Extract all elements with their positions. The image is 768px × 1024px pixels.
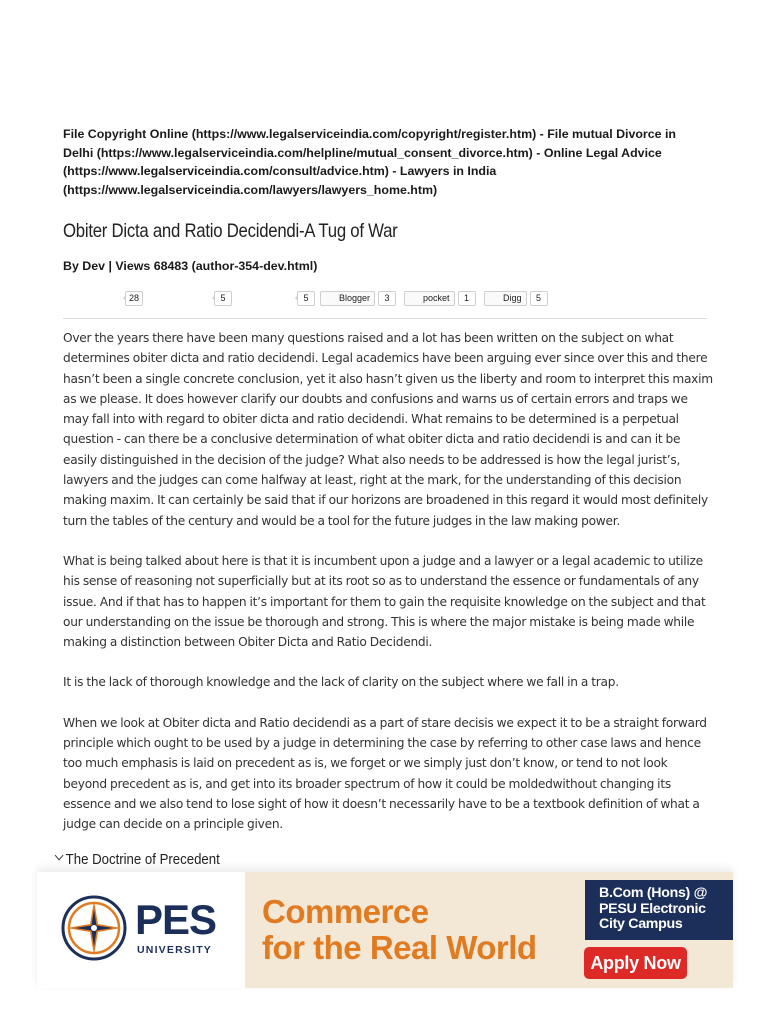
digg-label: Digg — [503, 293, 522, 303]
ad-logo-subtext: UNIVERSITY — [137, 944, 213, 956]
article-body — [63, 328, 713, 855]
link-copyright-online[interactable]: File Copyright Online (https://www.legalserviceindia.com/copyright/register.htm) — [63, 127, 537, 141]
share-pocket[interactable] — [404, 290, 476, 306]
ad-program-line: City Campus — [599, 916, 683, 932]
article-paragraph: Over the years there have been many questions raised and a lot has been written on the subject on what determines obiter dicta and ratio decidendi. Legal academics have been arguing ever since over this and there hasn’t been a single concrete conclusion, yet it also hasn’t given us the liberty and room to interpret this maxim as we please. It does however clarify our doubts and confusions and warns us of certain errors and traps we may fall into with regard to obiter dicta and ratio decidendi. What remains to be determined is a perpetual question - can there be a conclusive determination of what obiter dicta and ratio decidendi is and can it be easily distinguished in the decision of the judge? What also needs to be addressed is how the legal jurist’s, lawyers and the judges can come halfway at least, right at the mark, for the understanding of this decision making maxim. It can certainly be said that if our horizons are broadened in this regard it would most definitely turn the tables of the century and would be a tool for the future judges in the law making power. — [63, 331, 713, 528]
blogger-label: Blogger — [339, 293, 371, 303]
pocket-count: 1 — [458, 291, 476, 306]
article-paragraph: It is the lack of thorough knowledge and the lack of clarity on the subject where we fall in a trap. — [63, 675, 619, 690]
ad-program-line: B.Com (Hons) @ — [599, 885, 708, 901]
share-count: 5 — [297, 291, 315, 306]
ad-headline — [262, 894, 537, 966]
share-widget-3[interactable] — [295, 290, 315, 306]
section-heading-text: The Doctrine of Precedent — [65, 851, 220, 868]
section-heading — [56, 851, 220, 868]
article-title: Obiter Dicta and Ratio Decidendi-A Tug of War — [63, 220, 398, 242]
share-widget-2[interactable] — [212, 290, 232, 306]
share-divider — [63, 318, 707, 319]
link-online-legal-advice[interactable]: Online Legal Advice (https://www.legalserviceindia.com/consult/advice.htm) — [63, 145, 662, 178]
link-separator: - — [532, 145, 544, 160]
share-widget-1[interactable] — [123, 290, 143, 306]
blogger-count: 3 — [378, 291, 396, 306]
ad-headline-line: Commerce — [262, 893, 429, 930]
ad-banner[interactable] — [37, 872, 733, 988]
pocket-label: pocket — [423, 293, 450, 303]
blogger-button[interactable] — [320, 291, 375, 306]
share-blogger[interactable] — [320, 290, 396, 306]
link-separator: - — [388, 164, 400, 178]
article-byline[interactable]: By Dev | Views 68483 (author-354-dev.html) — [63, 259, 318, 273]
chevron-down-icon — [55, 851, 64, 861]
ad-headline-line: for the Real World — [262, 929, 537, 966]
share-count: 28 — [125, 291, 143, 306]
digg-button[interactable] — [484, 291, 527, 306]
link-lawyers-in-india[interactable]: Lawyers in India (https://www.legalserviceindia.com/lawyers/lawyers_home.htm) — [63, 164, 497, 197]
link-mutual-divorce[interactable]: File mutual Divorce in Delhi (https://www.legalserviceindia.com/helpline/mutual_consent_divorce.htm) — [63, 127, 676, 160]
ad-program-box — [585, 880, 733, 940]
pes-compass-icon — [61, 895, 127, 961]
pocket-button[interactable] — [404, 291, 455, 306]
top-links — [63, 125, 703, 199]
article-paragraph: When we look at Obiter dicta and Ratio decidendi as a part of stare decisis we expect it to be a straight forward principle which ought to be used by a judge in determining the case by referring to other case laws and hence too much emphasis is laid on precedent as is, we forget or we simply just don’t know, or tend to not look beyond precedent as is, and get into its broader spectrum of how it could be moldedwithout changing its essence and we also tend to lose sight of how it doesn’t necessarily have to be a textbook definition of what a judge can decide on a principle given. — [63, 715, 707, 832]
share-count: 5 — [214, 291, 232, 306]
ad-logo-panel — [37, 872, 245, 988]
apply-now-button[interactable]: Apply Now — [584, 947, 687, 979]
share-bar — [63, 288, 707, 310]
article-paragraph: What is being talked about here is that it is incumbent upon a judge and a lawyer or a legal academic to utilize his sense of reasoning not superficially but at its root so as to understand the essence or fundamentals of any issue. And if that has to happen it’s important for them to gain the requisite knowledge on the subject and that our understanding on the issue be thorough and strong. This is where the major mistake is being made while making a distinction between Obiter Dicta and Ratio Decidendi. — [63, 553, 706, 650]
ad-logo-text: PES — [135, 896, 217, 943]
digg-count: 5 — [530, 291, 548, 306]
share-digg[interactable] — [484, 290, 548, 306]
ad-program-text — [599, 886, 707, 933]
ad-program-line: PESU Electronic — [599, 900, 706, 917]
link-separator: - — [536, 127, 548, 141]
